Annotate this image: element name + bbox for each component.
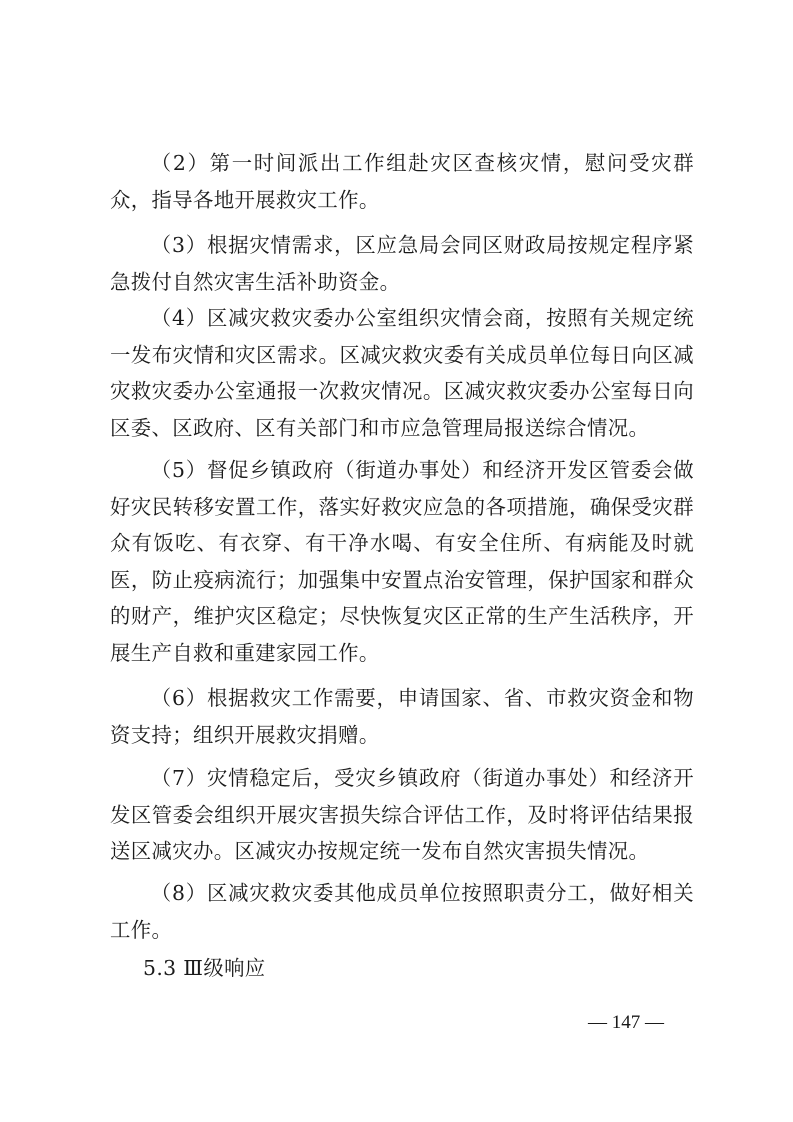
paragraph-item-4: （4）区减灾救灾委办公室组织灾情会商，按照有关规定统一发布灾情和灾区需求。区减灾救灾委有关成员单位每日向区减灾救灾委办公室通报一次救灾情况。区减灾救灾委办公室每日向区委、区政府、区有关部门和市应急管理局报送综合情况。	[110, 306, 694, 440]
paragraph-item-7: （7）灾情稳定后，受灾乡镇政府（街道办事处）和经济开发区管委会组织开展灾害损失综合评估工作，及时将评估结果报送区减灾办。区减灾办按规定统一发布自然灾害损失情况。	[110, 766, 694, 863]
page-number: — 147 —	[588, 1012, 664, 1033]
paragraph-item-5: （5）督促乡镇政府（街道办事处）和经济开发区管委会做好灾民转移安置工作，落实好救灾应急的各项措施，确保受灾群众有饭吃、有衣穿、有干净水喝、有安全住所、有病能及时就医，防止疫病流行；加强集中安置点治安管理，保护国家和群众的财产，维护灾区稳定；尽快恢复灾区正常的生产生活秩序，开展生产自救和重建家园工作。	[110, 458, 694, 665]
paragraph-item-2: （2）第一时间派出工作组赴灾区查核灾情，慰问受灾群众，指导各地开展救灾工作。	[110, 151, 694, 212]
paragraph-item-8: （8）区减灾救灾委其他成员单位按照职责分工，做好相关工作。	[110, 881, 694, 942]
paragraph-item-6: （6）根据救灾工作需要，申请国家、省、市救灾资金和物资支持；组织开展救灾捐赠。	[110, 686, 694, 747]
section-heading: 5.3 Ⅲ级响应	[143, 956, 266, 980]
paragraph-item-3: （3）根据灾情需求，区应急局会同区财政局按规定程序紧急拨付自然灾害生活补助资金。	[110, 233, 694, 294]
